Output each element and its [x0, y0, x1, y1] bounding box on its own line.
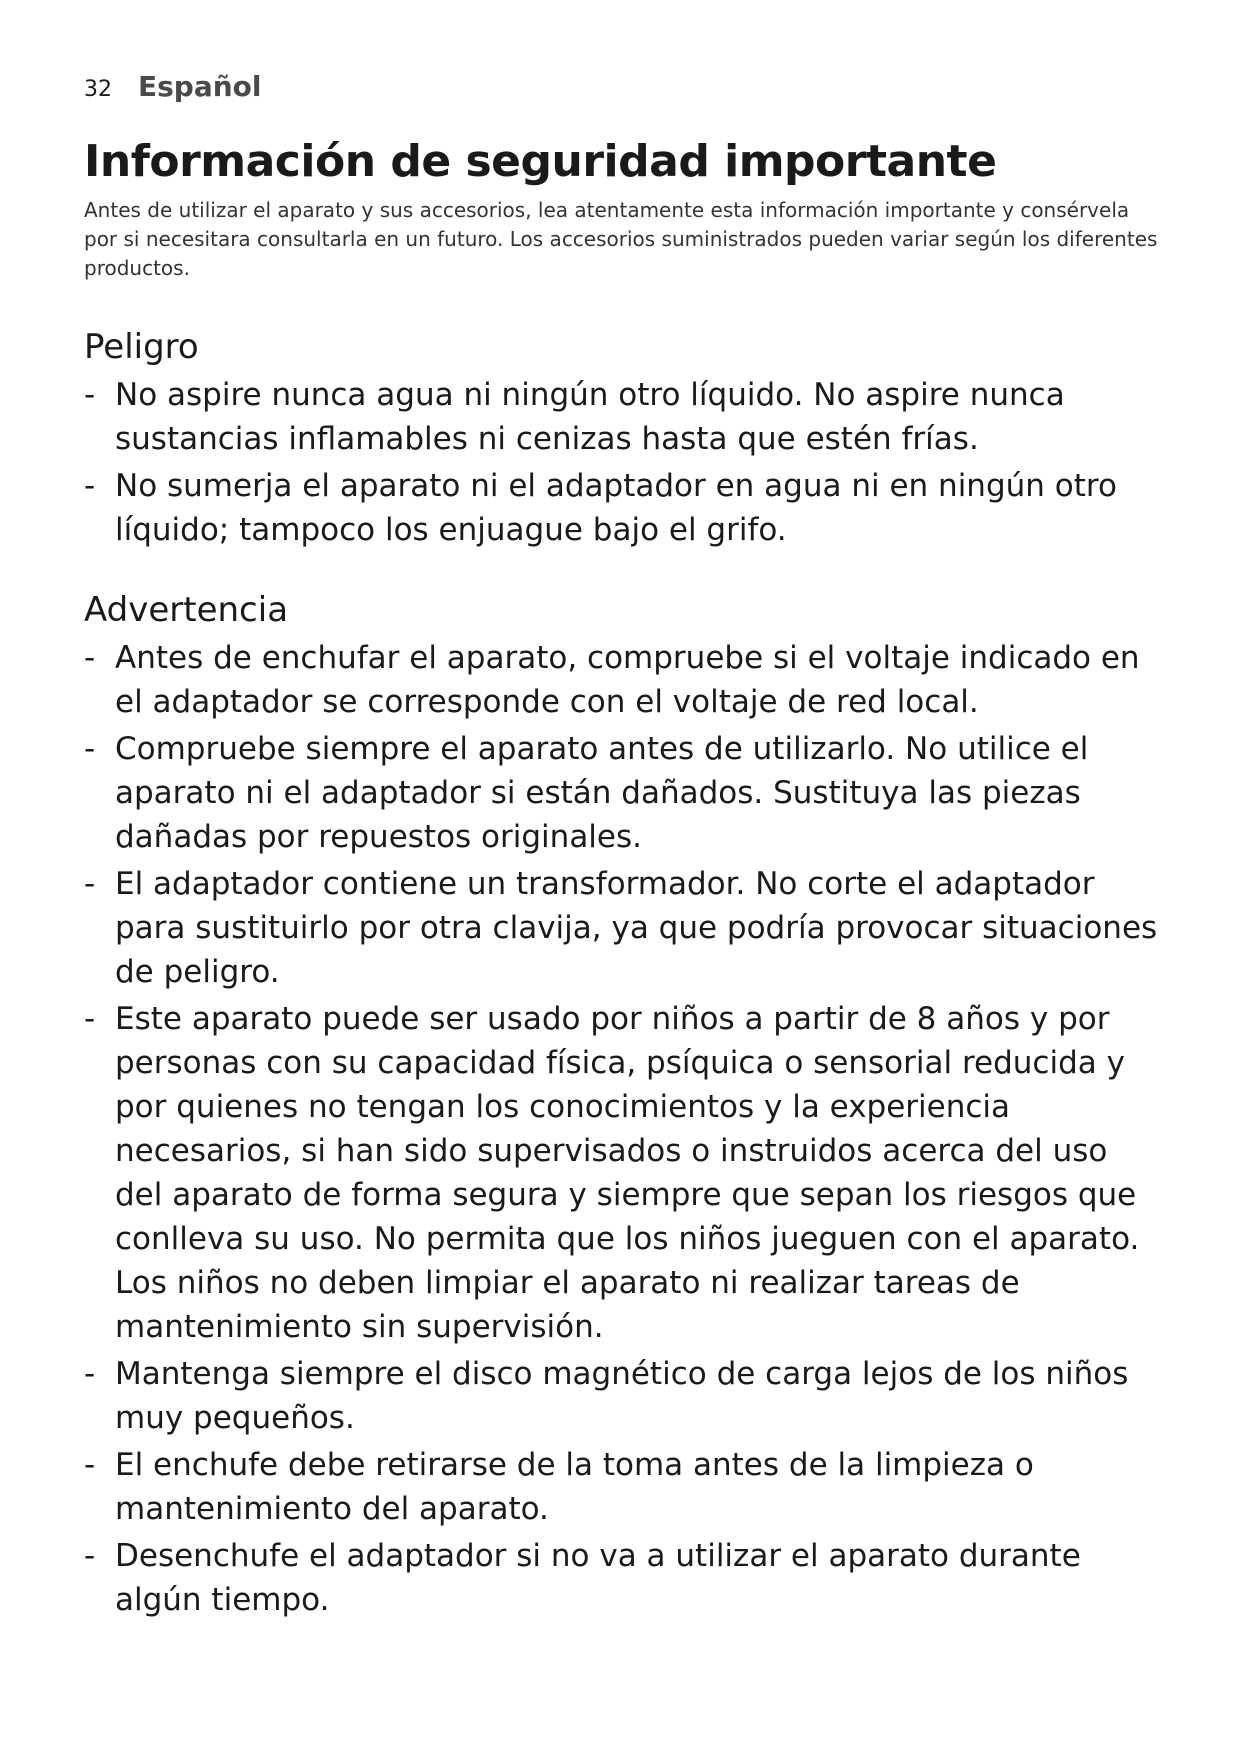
list-item-text: Desenchufe el adaptador si no va a utilizar el aparato durante algún tiempo. [115, 1538, 1081, 1618]
intro-paragraph: Antes de utilizar el aparato y sus accesorios, lea atentamente esta información importante y consérvela por si necesitara consultarla en un futuro. Los accesorios suministrados pueden variar según los diferentes productos. [84, 198, 1158, 280]
page-number: 32 [84, 77, 112, 102]
danger-list [84, 373, 1164, 552]
section-danger [84, 325, 1164, 552]
list-item-text: El enchufe debe retirarse de la toma antes de la limpieza o mantenimiento del aparato. [115, 1447, 1034, 1527]
bullet-dash: - [84, 1447, 96, 1483]
list-item-text: Compruebe siempre el aparato antes de utilizarlo. No utilice el aparato ni el adaptador si están dañados. Sustituya las piezas dañadas por repuestos originales. [115, 731, 1089, 855]
list-item [84, 1352, 1164, 1440]
section-heading-danger: Peligro [84, 327, 199, 367]
bullet-dash: - [84, 468, 96, 504]
list-item [84, 636, 1164, 724]
bullet-dash: - [84, 1356, 96, 1392]
list-item-text: Antes de enchufar el aparato, compruebe si el voltaje indicado en el adaptador se corresponde con el voltaje de red local. [115, 640, 1140, 720]
bullet-dash: - [84, 1538, 96, 1574]
bullet-dash: - [84, 866, 96, 902]
list-item [84, 1443, 1164, 1531]
list-item [84, 464, 1164, 552]
list-item [84, 1534, 1164, 1622]
list-item [84, 862, 1164, 994]
bullet-dash: - [84, 377, 96, 413]
list-item [84, 727, 1164, 859]
page-title: Información de seguridad importante [84, 136, 997, 187]
list-item-text: Este aparato puede ser usado por niños a partir de 8 años y por personas con su capacidad física, psíquica o sensorial reducida y por quienes no tengan los conocimientos y la experiencia necesarios, si han sido supervisados o instruidos acerca del uso del aparato de forma segura y siempre que sepan los riesgos que conlleva su uso. No permita que los niños jueguen con el aparato. Los niños no deben limpiar el aparato ni realizar tareas de mantenimiento sin supervisión. [115, 1001, 1140, 1345]
section-heading-warning: Advertencia [84, 590, 289, 630]
bullet-dash: - [84, 1001, 96, 1037]
list-item-text: El adaptador contiene un transformador. No corte el adaptador para sustituirlo por otra clavija, ya que podría provocar situaciones de peligro. [115, 866, 1158, 990]
warning-list [84, 636, 1164, 1622]
bullet-dash: - [84, 640, 96, 676]
list-item [84, 373, 1164, 461]
list-item-text: Mantenga siempre el disco magnético de carga lejos de los niños muy pequeños. [115, 1356, 1129, 1436]
section-warning [84, 588, 1164, 1622]
document-page [84, 70, 1164, 1625]
bullet-dash: - [84, 731, 96, 767]
running-header [84, 70, 1164, 110]
list-item-text: No sumerja el aparato ni el adaptador en agua ni en ningún otro líquido; tampoco los enjuague bajo el grifo. [115, 468, 1117, 548]
list-item [84, 997, 1164, 1349]
list-item-text: No aspire nunca agua ni ningún otro líquido. No aspire nunca sustancias inflamables ni cenizas hasta que estén frías. [115, 377, 1065, 457]
language-label: Español [138, 70, 262, 103]
